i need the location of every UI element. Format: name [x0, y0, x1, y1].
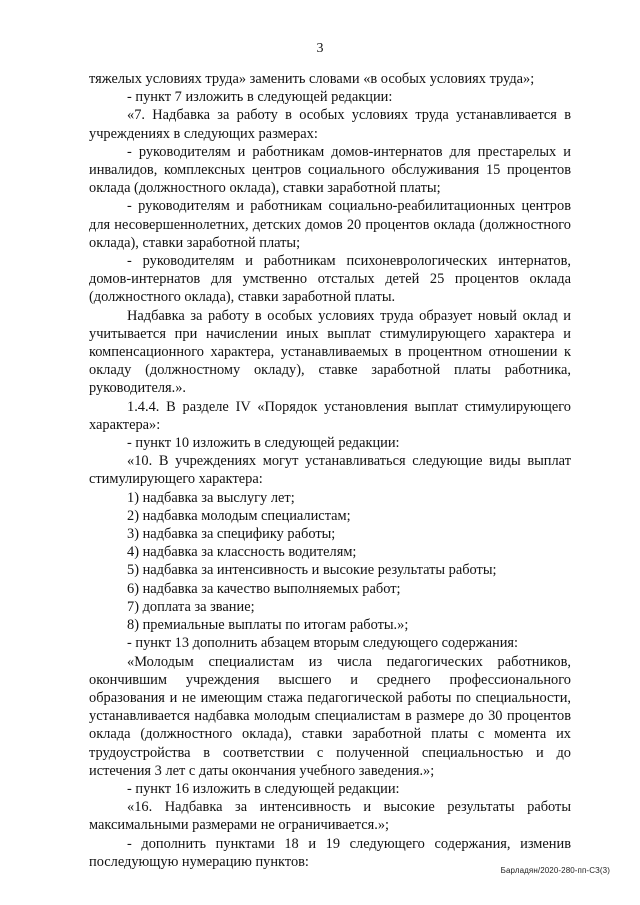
- list-item-2: 2) надбавка молодым специалистам;: [127, 507, 351, 524]
- paragraph-continuation: тяжелых условиях труда» заменить словами «в особых условиях труда»;: [89, 71, 535, 87]
- list-item-5: 5) надбавка за интенсивность и высокие результаты работы;: [127, 562, 497, 579]
- list-item-6: 6) надбавка за качество выполняемых работ;: [127, 580, 401, 597]
- footer-document-code: Барладян/2020-280-пп-СЗ(3): [500, 866, 610, 875]
- paragraph-new-salary: Надбавка за работу в особых условиях труда образует новый оклад и учитывается при начислении иных выплат стимулирующего характера и компенсационного характера, устанавливаемых в процентном отношении к окладу (должностному окладу), ставке заработной платы работника, руководителя.».: [89, 307, 571, 397]
- paragraph-item-16-intro: - пункт 16 изложить в следующей редакции:: [127, 780, 400, 797]
- list-item-8: 8) премиальные выплаты по итогам работы.»;: [127, 617, 409, 634]
- paragraph-bullet-25-percent: - руководителям и работникам психоневрологических интернатов, домов-интернатов для умственно отсталых детей 25 процентов оклада (должностного оклада), ставки заработной платы.: [89, 253, 571, 306]
- paragraph-item-10-intro: - пункт 10 изложить в следующей редакции:: [127, 435, 400, 452]
- document-body: [89, 70, 571, 871]
- paragraph-bullet-15-percent: - руководителям и работникам домов-интернатов для престарелых и инвалидов, комплексных центров социального обслуживания 15 процентов оклада (должностного оклада), ставки заработной платы;: [89, 143, 571, 197]
- paragraph-section-1-4-4: 1.4.4. В разделе IV «Порядок установления выплат стимулирующего характера»:: [89, 398, 571, 433]
- list-item-4: 4) надбавка за классность водителям;: [127, 544, 357, 561]
- paragraph-item-16-text: «16. Надбавка за интенсивность и высокие результаты работы максимальными размерами не ограничивается.»;: [89, 799, 571, 834]
- paragraph-item-13-intro: - пункт 13 дополнить абзацем вторым следующего содержания:: [127, 635, 519, 652]
- list-item-7: 7) доплата за звание;: [127, 598, 255, 615]
- paragraph-bullet-20-percent: - руководителям и работникам социально-реабилитационных центров для несовершеннолетних, детских домов 20 процентов оклада (должностного оклада), ставки заработной платы;: [89, 198, 571, 251]
- list-item-3: 3) надбавка за специфику работы;: [127, 526, 336, 543]
- paragraph-items-18-19: - дополнить пунктами 18 и 19 следующего содержания, изменив последующую нумерацию пунктов:: [89, 835, 571, 870]
- paragraph-item-7-intro: - пункт 7 изложить в следующей редакции:: [127, 89, 393, 106]
- list-item-1: 1) надбавка за выслугу лет;: [127, 489, 295, 506]
- paragraph-young-specialists: «Молодым специалистам из числа педагогических работников, окончившим учреждения высшего и среднего профессионального образования и не имеющим стажа педагогической работы по специальности, устанавливается надбавка молодым специалистам в размере до 30 процентов оклада (должностного оклада), ставки заработной платы с момента их трудоустройства в соответствии с полученной специальностью и до истечения 3 лет с даты окончания учебного заведения.»;: [89, 653, 571, 779]
- page-number: 3: [316, 41, 324, 56]
- paragraph-item-10-text: «10. В учреждениях могут устанавливаться следующие виды выплат стимулирующего характера:: [89, 453, 571, 488]
- paragraph-item-7-text: «7. Надбавка за работу в особых условиях труда устанавливается в учреждениях в следующих размерах:: [89, 107, 571, 142]
